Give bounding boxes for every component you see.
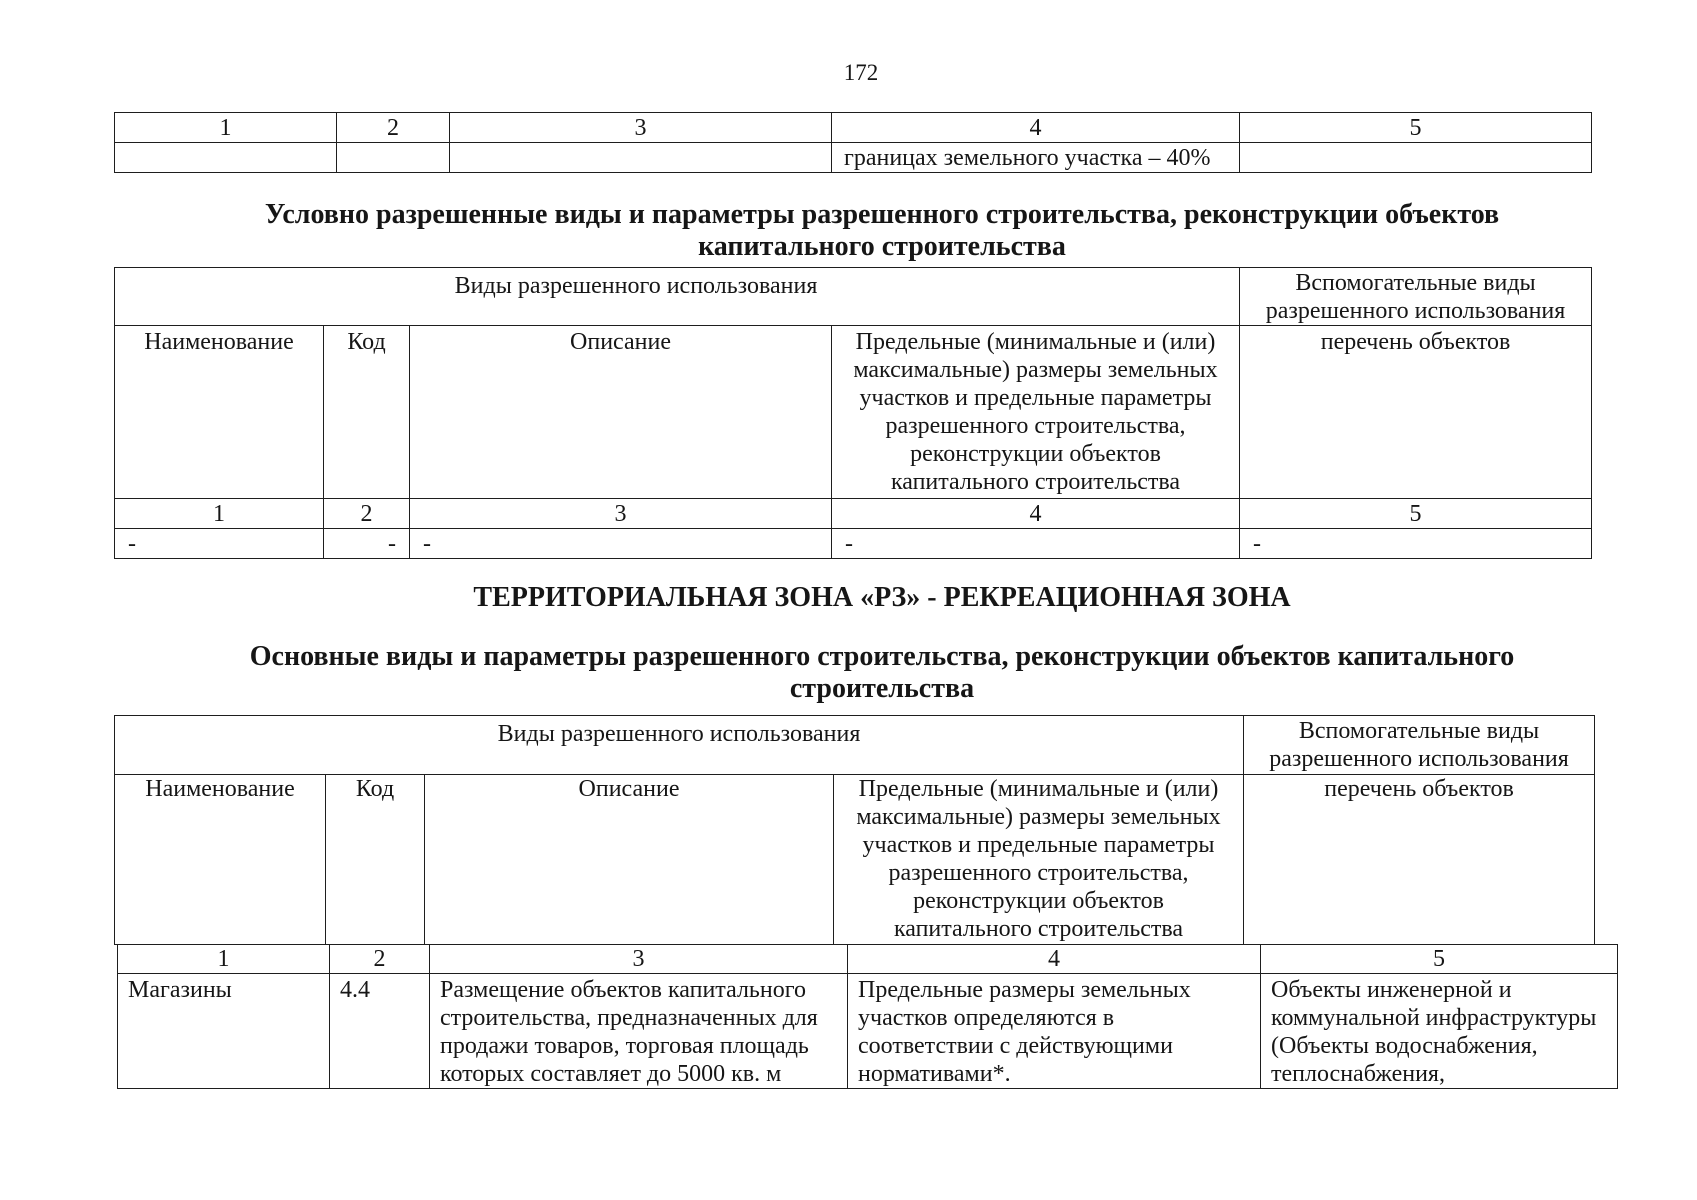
group-header-row [115, 716, 1595, 775]
column-number-cell: 3 [450, 113, 832, 143]
column-header-limits: Предельные (минимальные и (или) максимальные) размеры земельных участков и предельные параметры разрешенного строительства, реконструкции объектов капитального строительства [834, 775, 1244, 945]
table-cell [1240, 143, 1592, 173]
column-number-row [118, 945, 1618, 974]
table-cell [337, 143, 450, 173]
table-cell [115, 143, 337, 173]
column-number-cell: 4 [848, 945, 1261, 974]
column-number-cell: 4 [832, 499, 1240, 529]
column-header-description: Описание [410, 326, 832, 499]
group-header-row [115, 268, 1592, 326]
column-header-name: Наименование [115, 326, 324, 499]
column-header-name: Наименование [115, 775, 326, 945]
column-number-cell: 2 [330, 945, 430, 974]
group-header-cell: Виды разрешенного использования [115, 716, 1244, 775]
column-number-cell: 5 [1240, 113, 1592, 143]
table-row [115, 143, 1592, 173]
zone-title [132, 582, 1632, 614]
table-cell: - [324, 529, 410, 559]
column-number-cell: 1 [115, 113, 337, 143]
use-code-cell: 4.4 [330, 974, 430, 1089]
main-uses-table-body [117, 944, 1618, 1089]
column-number-row [115, 113, 1592, 143]
column-number-cell: 2 [324, 499, 410, 529]
conditional-section-title [132, 199, 1632, 263]
column-number-cell: 2 [337, 113, 450, 143]
column-number-cell: 1 [115, 499, 324, 529]
section-title-line: капитального строительства [698, 231, 1066, 262]
column-number-cell: 1 [118, 945, 330, 974]
column-number-cell: 4 [832, 113, 1240, 143]
auxiliary-header-cell: Вспомогательные виды разрешенного использования [1240, 268, 1592, 326]
main-uses-table-header [114, 715, 1595, 945]
table-cell: - [832, 529, 1240, 559]
column-header-row [115, 326, 1592, 499]
page-number: 172 [843, 60, 879, 85]
column-header-code: Код [324, 326, 410, 499]
section-title-line: строительства [789, 673, 975, 704]
column-number-cell: 5 [1261, 945, 1618, 974]
column-number-cell: 3 [410, 499, 832, 529]
table-row [115, 529, 1592, 559]
group-header-cell: Виды разрешенного использования [115, 268, 1240, 326]
use-limits-cell: Предельные размеры земельных участков определяются в соответствии с действующими нормативами*. [848, 974, 1261, 1089]
table-cell: - [115, 529, 324, 559]
use-description-cell: Размещение объектов капитального строительства, предназначенных для продажи товаров, торговая площадь которых составляет до 5000 кв. м [430, 974, 848, 1089]
column-number-cell: 3 [430, 945, 848, 974]
column-header-description: Описание [425, 775, 834, 945]
section-title-line: Основные виды и параметры разрешенного строительства, реконструкции объектов капитального [249, 641, 1515, 672]
column-header-code: Код [326, 775, 425, 945]
use-name-cell: Магазины [118, 974, 330, 1089]
table-cell: границах земельного участка – 40% [832, 143, 1240, 173]
column-header-row [115, 775, 1595, 945]
section-title-line: Условно разрешенные виды и параметры разрешенного строительства, реконструкции объектов [264, 199, 1500, 230]
auxiliary-objects-cell: Объекты инженерной и коммунальной инфраструктуры (Объекты водоснабжения, теплоснабжения, [1261, 974, 1618, 1089]
table-cell: - [410, 529, 832, 559]
conditional-uses-table [114, 267, 1592, 559]
column-header-limits: Предельные (минимальные и (или) максимальные) размеры земельных участков и предельные параметры разрешенного строительства, реконструкции объектов капитального строительства [832, 326, 1240, 499]
column-header-objects: перечень объектов [1240, 326, 1592, 499]
main-section-title [132, 641, 1632, 705]
column-header-objects: перечень объектов [1244, 775, 1595, 945]
table-cell [450, 143, 832, 173]
column-number-row [115, 499, 1592, 529]
table-row [118, 974, 1618, 1089]
zone-title-line: ТЕРРИТОРИАЛЬНАЯ ЗОНА «РЗ» - РЕКРЕАЦИОННАЯ ЗОНА [473, 582, 1291, 613]
table-cell: - [1240, 529, 1592, 559]
auxiliary-header-cell: Вспомогательные виды разрешенного использования [1244, 716, 1595, 775]
column-number-cell: 5 [1240, 499, 1592, 529]
continued-table [114, 112, 1592, 173]
